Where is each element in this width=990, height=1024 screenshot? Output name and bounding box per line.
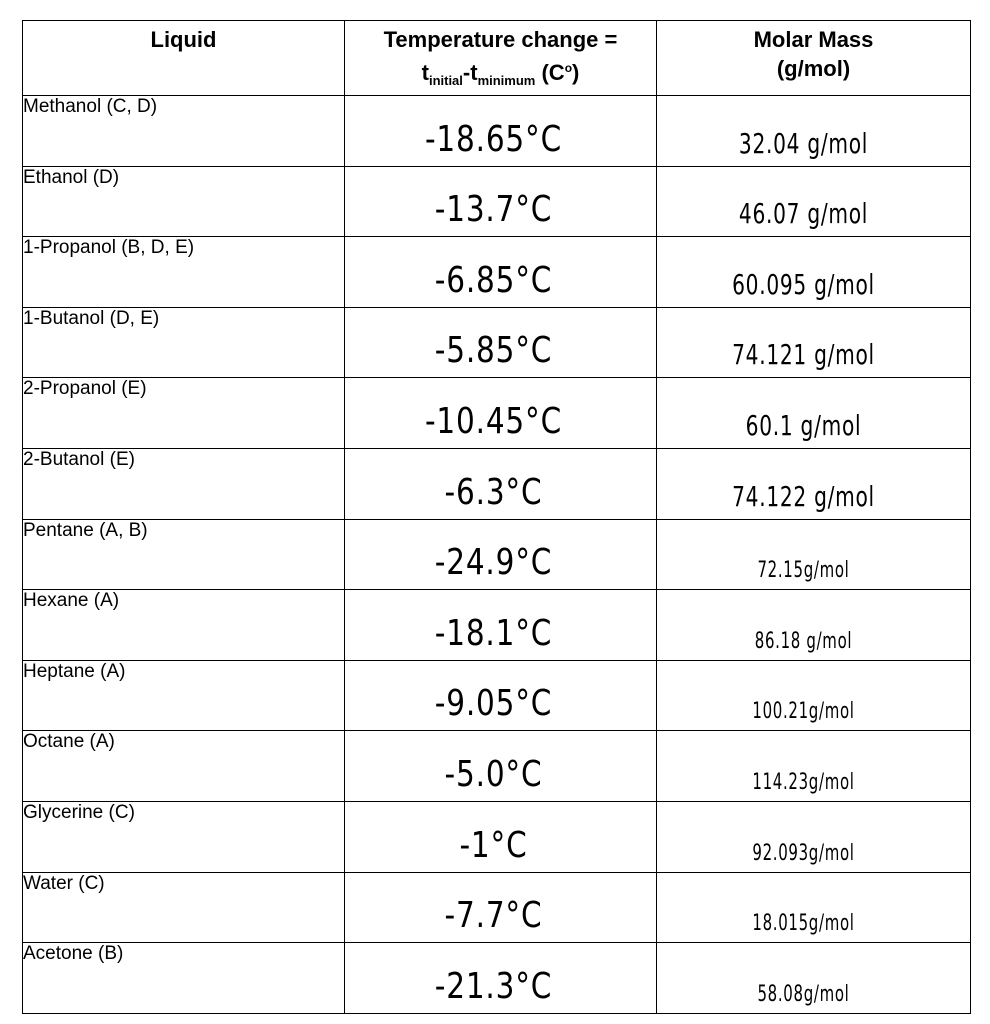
temp-cell: [345, 96, 657, 167]
mass-value: 100.21g/mol: [752, 699, 855, 725]
mass-value: 86.18 g/mol: [754, 628, 853, 654]
temp-cell: [345, 237, 657, 308]
temp-cell: [345, 166, 657, 237]
mass-cell: [657, 590, 971, 661]
liquid-cell: Octane (A): [23, 731, 345, 802]
mass-cell: [657, 660, 971, 731]
data-table: [22, 20, 971, 1014]
mass-value: 92.093g/mol: [752, 840, 855, 866]
mass-cell: [657, 96, 971, 167]
table-row: [23, 660, 971, 731]
header-temp-unit-close: ): [572, 60, 580, 85]
temp-value: -6.3°C: [444, 471, 543, 513]
mass-cell: [657, 731, 971, 802]
liquid-cell: Hexane (A): [23, 590, 345, 661]
header-temp-degree: o: [564, 61, 573, 75]
temp-value: -21.3°C: [434, 965, 553, 1007]
mass-value: 46.07 g/mol: [738, 197, 869, 231]
temp-value: -24.9°C: [434, 542, 553, 584]
header-temp-unit-open: (C: [535, 60, 565, 85]
temp-cell: [345, 801, 657, 872]
mass-value: 32.04 g/mol: [738, 126, 869, 160]
header-temp-line1: Temperature change =: [383, 27, 618, 52]
table-row: [23, 307, 971, 378]
mass-value: 18.015g/mol: [752, 911, 855, 937]
liquid-cell: Water (C): [23, 872, 345, 943]
liquid-cell: 1-Propanol (B, D, E): [23, 237, 345, 308]
mass-value: 114.23g/mol: [752, 769, 855, 795]
temp-value: -18.1°C: [434, 612, 553, 654]
temp-value: -9.05°C: [434, 683, 553, 725]
table-row: [23, 96, 971, 167]
header-temp-dash: -t: [462, 60, 478, 85]
mass-cell: [657, 519, 971, 590]
header-molar-mass: [657, 21, 971, 96]
mass-value: 58.08g/mol: [757, 981, 850, 1007]
mass-value: 72.15g/mol: [757, 558, 850, 584]
temp-value: -18.65°C: [424, 118, 563, 160]
temp-cell: [345, 519, 657, 590]
temp-cell: [345, 660, 657, 731]
header-liquid: [23, 21, 345, 96]
header-liquid-label: Liquid: [150, 27, 217, 52]
temp-cell: [345, 872, 657, 943]
liquid-cell: 2-Butanol (E): [23, 448, 345, 519]
header-row: [23, 21, 971, 96]
mass-value: 74.121 g/mol: [732, 338, 875, 372]
liquid-cell: Ethanol (D): [23, 166, 345, 237]
mass-cell: [657, 378, 971, 449]
temp-value: -6.85°C: [434, 259, 553, 301]
header-temp-initial: initial: [428, 73, 463, 88]
liquid-cell: Methanol (C, D): [23, 96, 345, 167]
liquid-cell: 2-Propanol (E): [23, 378, 345, 449]
liquid-cell: Glycerine (C): [23, 801, 345, 872]
mass-cell: [657, 801, 971, 872]
temp-cell: [345, 378, 657, 449]
table-row: [23, 590, 971, 661]
liquid-cell: Heptane (A): [23, 660, 345, 731]
header-temperature-change: [345, 21, 657, 96]
temp-value: -1°C: [459, 824, 528, 866]
temp-value: -5.85°C: [434, 330, 553, 372]
liquid-cell: Acetone (B): [23, 943, 345, 1014]
mass-value: 60.1 g/mol: [745, 408, 862, 442]
mass-cell: [657, 307, 971, 378]
temp-value: -10.45°C: [424, 400, 563, 442]
temp-cell: [345, 731, 657, 802]
table-row: [23, 872, 971, 943]
header-temp-t: t: [421, 60, 429, 85]
header-mass-line1: Molar Mass: [753, 27, 874, 52]
temp-cell: [345, 448, 657, 519]
mass-cell: [657, 872, 971, 943]
table-row: [23, 448, 971, 519]
mass-value: 60.095 g/mol: [732, 267, 875, 301]
temp-value: -13.7°C: [434, 189, 553, 231]
mass-cell: [657, 237, 971, 308]
mass-cell: [657, 943, 971, 1014]
header-mass-line2: (g/mol): [776, 56, 851, 81]
table-row: [23, 237, 971, 308]
table-row: [23, 731, 971, 802]
temp-value: -7.7°C: [444, 895, 543, 937]
header-temp-line2: [345, 54, 656, 95]
liquid-cell: Pentane (A, B): [23, 519, 345, 590]
mass-cell: [657, 166, 971, 237]
table-row: [23, 943, 971, 1014]
temp-value: -5.0°C: [444, 753, 543, 795]
table-row: [23, 378, 971, 449]
temp-cell: [345, 590, 657, 661]
table-row: [23, 166, 971, 237]
table-row: [23, 519, 971, 590]
temp-cell: [345, 307, 657, 378]
header-temp-minimum: minimum: [477, 73, 536, 88]
mass-value: 74.122 g/mol: [732, 479, 875, 513]
table-row: [23, 801, 971, 872]
temp-cell: [345, 943, 657, 1014]
liquid-cell: 1-Butanol (D, E): [23, 307, 345, 378]
mass-cell: [657, 448, 971, 519]
